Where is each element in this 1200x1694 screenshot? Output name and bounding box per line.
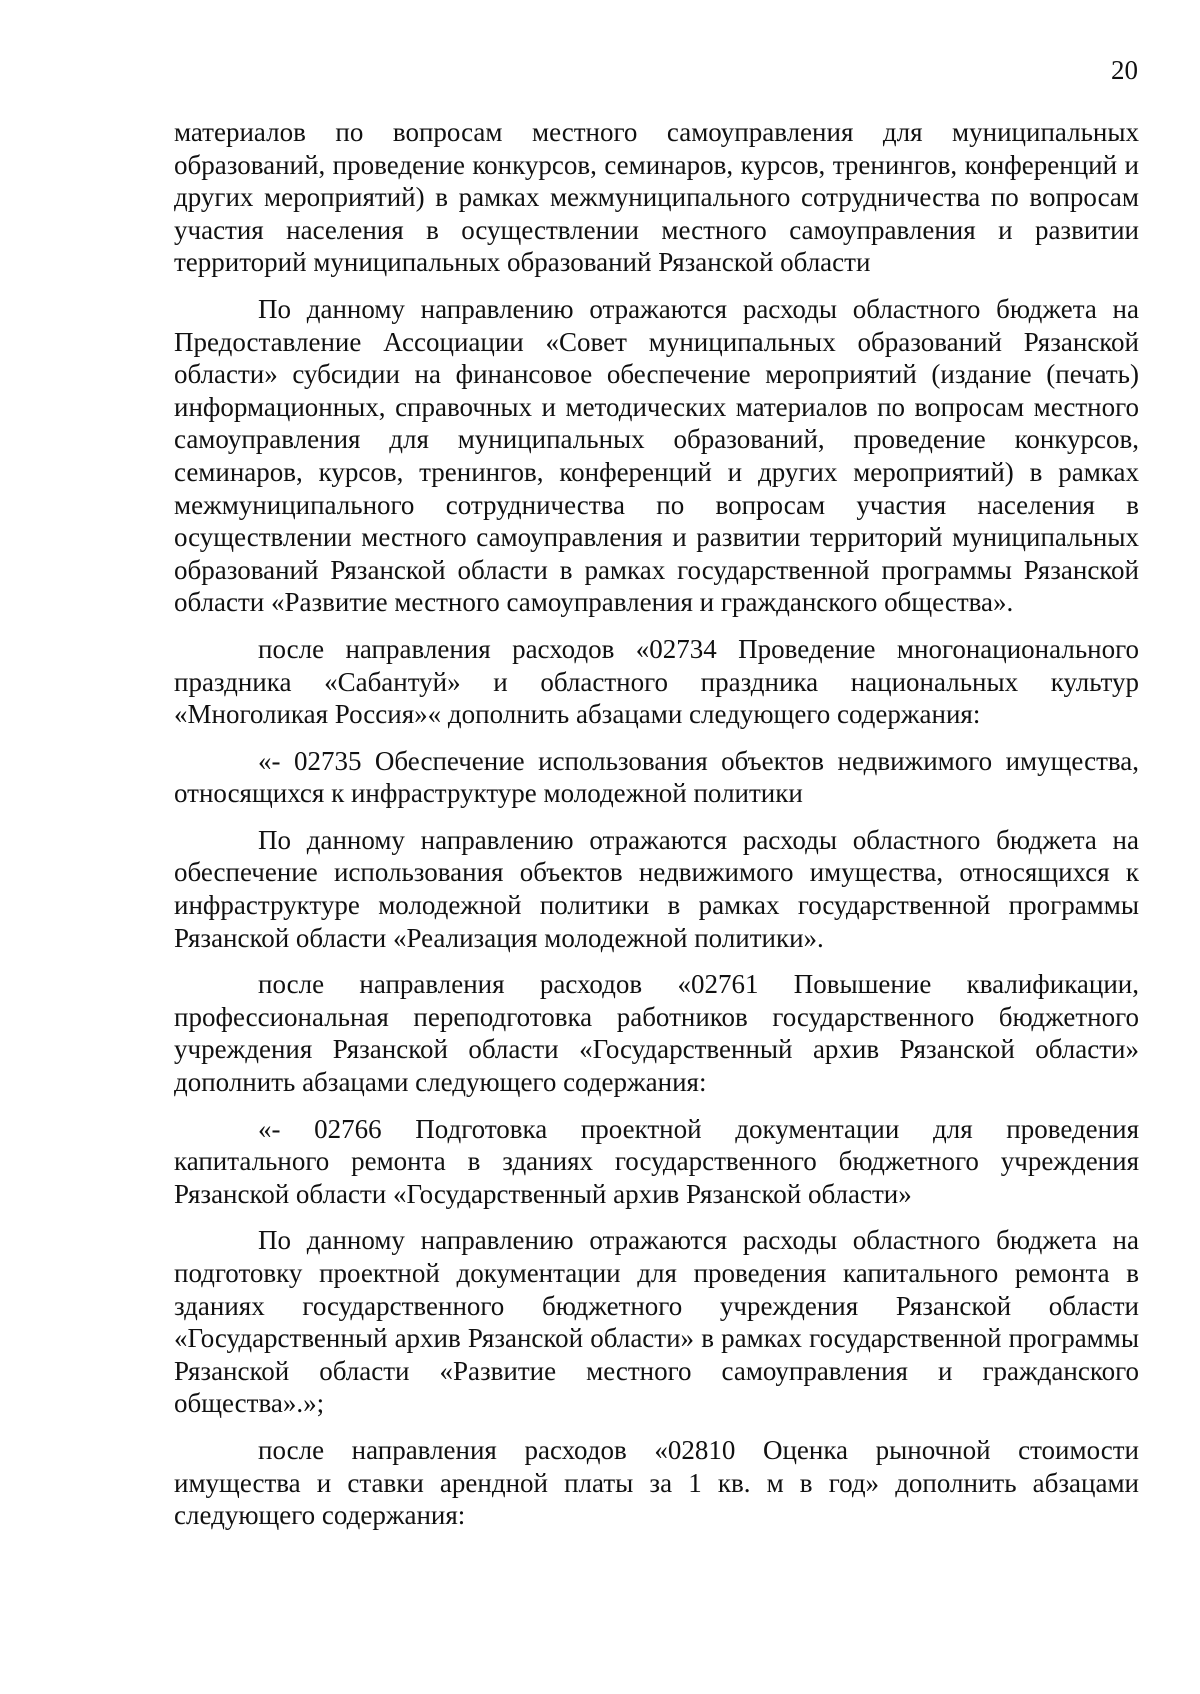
paragraph-continuation: материалов по вопросам местного самоуправления для муниципальных образований, проведение конкурсов, семинаров, курсов, тренингов, конференций и других мероприятий) в рамках межмуниципального сотрудничества по вопросам участия населения в осуществлении местного самоуправления и развитии территорий муниципальных образований Рязанской области [174, 117, 1139, 278]
document-body [174, 116, 1139, 1532]
paragraph-expense-description-youth: По данному направлению отражаются расходы областного бюджета на обеспечение использования объектов недвижимого имущества, относящихся к инфраструктуре молодежной политики в рамках государственной программы Рязанской области «Реализация молодежной политики». [174, 824, 1139, 953]
paragraph-amendment-02761: после направления расходов «02761 Повышение квалификации, профессиональная переподготовка работников государственного бюджетного учреждения Рязанской области «Государственный архив Рязанской области» дополнить абзацами следующего содержания: [174, 969, 1139, 1098]
page-number: 20 [1111, 55, 1138, 85]
paragraph-expense-02766: «- 02766 Подготовка проектной документации для проведения капитального ремонта в зданиях государственного бюджетного учреждения Рязанской области «Государственный архив Рязанской области» [174, 1113, 1139, 1209]
paragraph-expense-description-archive: По данному направлению отражаются расходы областного бюджета на подготовку проектной документации для проведения капитального ремонта в зданиях государственного бюджетного учреждения Рязанской области «Государственный архив Рязанской области» в рамках государственной программы Рязанской области «Развитие местного самоуправления и гражданского общества».»; [174, 1225, 1139, 1419]
paragraph-amendment-02734: после направления расходов «02734 Проведение многонационального праздника «Сабантуй» и областного праздника национальных культур «Многоликая Россия»« дополнить абзацами следующего содержания: [174, 633, 1139, 730]
paragraph-expense-02735: «- 02735 Обеспечение использования объектов недвижимого имущества, относящихся к инфраструктуре молодежной политики [174, 745, 1139, 809]
paragraph-expense-description-association: По данному направлению отражаются расходы областного бюджета на Предоставление Ассоциации «Совет муниципальных образований Рязанской области» субсидии на финансовое обеспечение мероприятий (издание (печать) информационных, справочных и методических материалов по вопросам местного самоуправления для муниципальных образований, проведение конкурсов, семинаров, курсов, тренингов, конференций и других мероприятий) в рамках межмуниципального сотрудничества по вопросам участия населения в осуществлении местного самоуправления и развитии территорий муниципальных образований Рязанской области в рамках государственной программы Рязанской области «Развитие местного самоуправления и гражданского общества». [174, 293, 1139, 618]
paragraph-amendment-02810: после направления расходов «02810 Оценка рыночной стоимости имущества и ставки арендной платы за 1 кв. м в год» дополнить абзацами следующего содержания: [174, 1434, 1139, 1531]
